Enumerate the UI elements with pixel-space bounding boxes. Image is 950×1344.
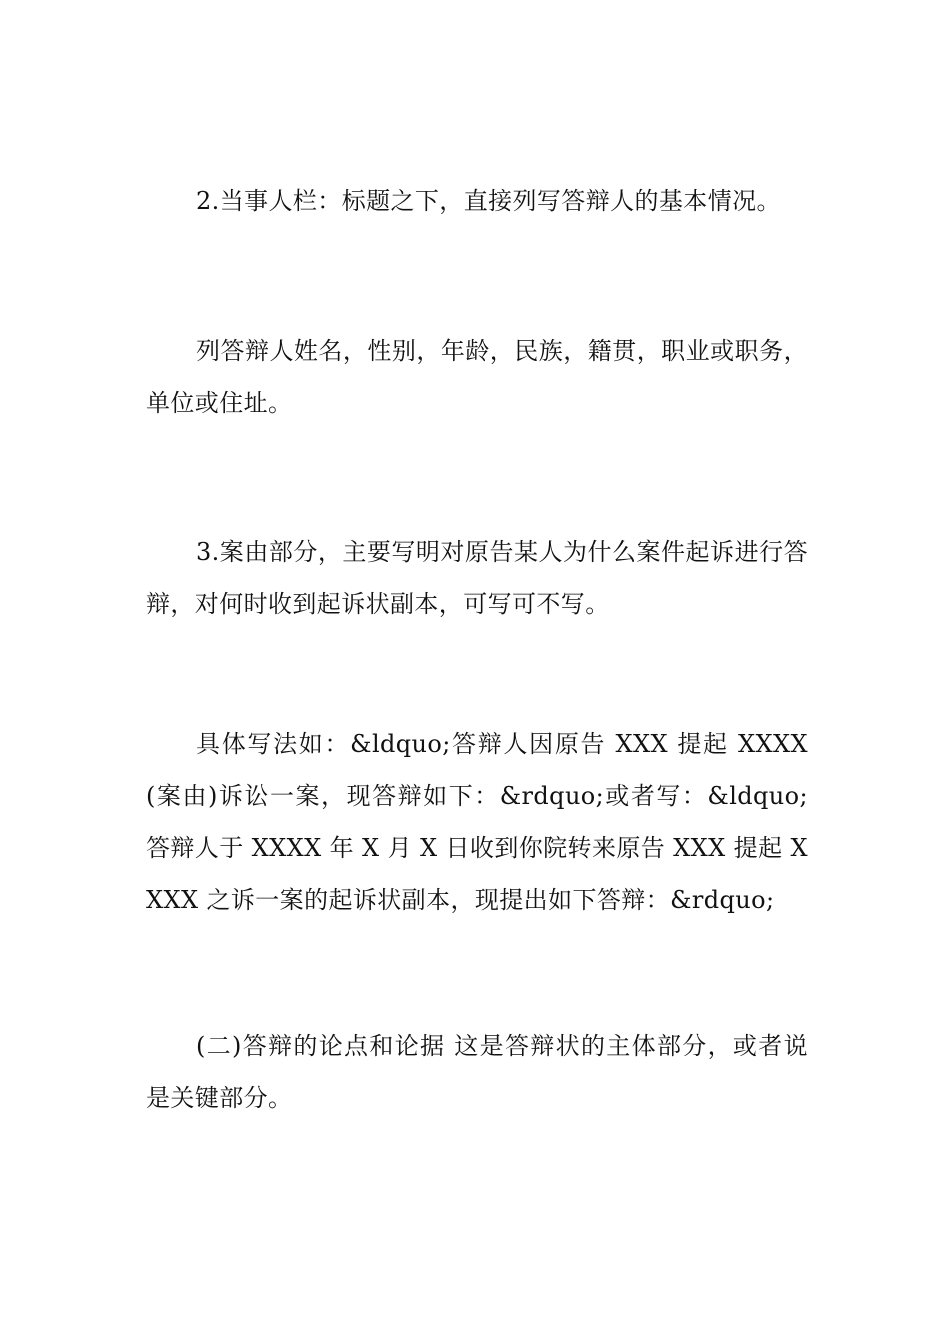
- paragraph-writing-example: 具体写法如：&ldquo;答辩人因原告 XXX 提起 XXXX(案由)诉讼一案，现答辩如下：&rdquo;或者写：&ldquo;答辩人于 XXXX 年 X 月 X 日收到你院转来原告 XXX 提起 XXXX 之诉一案的起诉状副本，现提出如下答辩：&rdquo;: [146, 730, 808, 914]
- paragraph-parties-section: 2.当事人栏：标题之下，直接列写答辩人的基本情况。: [196, 187, 781, 215]
- paragraph-respondent-details: 列答辩人姓名，性别，年龄，民族，籍贯，职业或职务，单位或住址。: [146, 337, 808, 417]
- paragraph-arguments-section: (二)答辩的论点和论据 这是答辩状的主体部分，或者说是关键部分。: [146, 1032, 808, 1112]
- paragraph-case-cause-section: 3.案由部分，主要写明对原告某人为什么案件起诉进行答辩，对何时收到起诉状副本，可写可不写。: [146, 538, 808, 618]
